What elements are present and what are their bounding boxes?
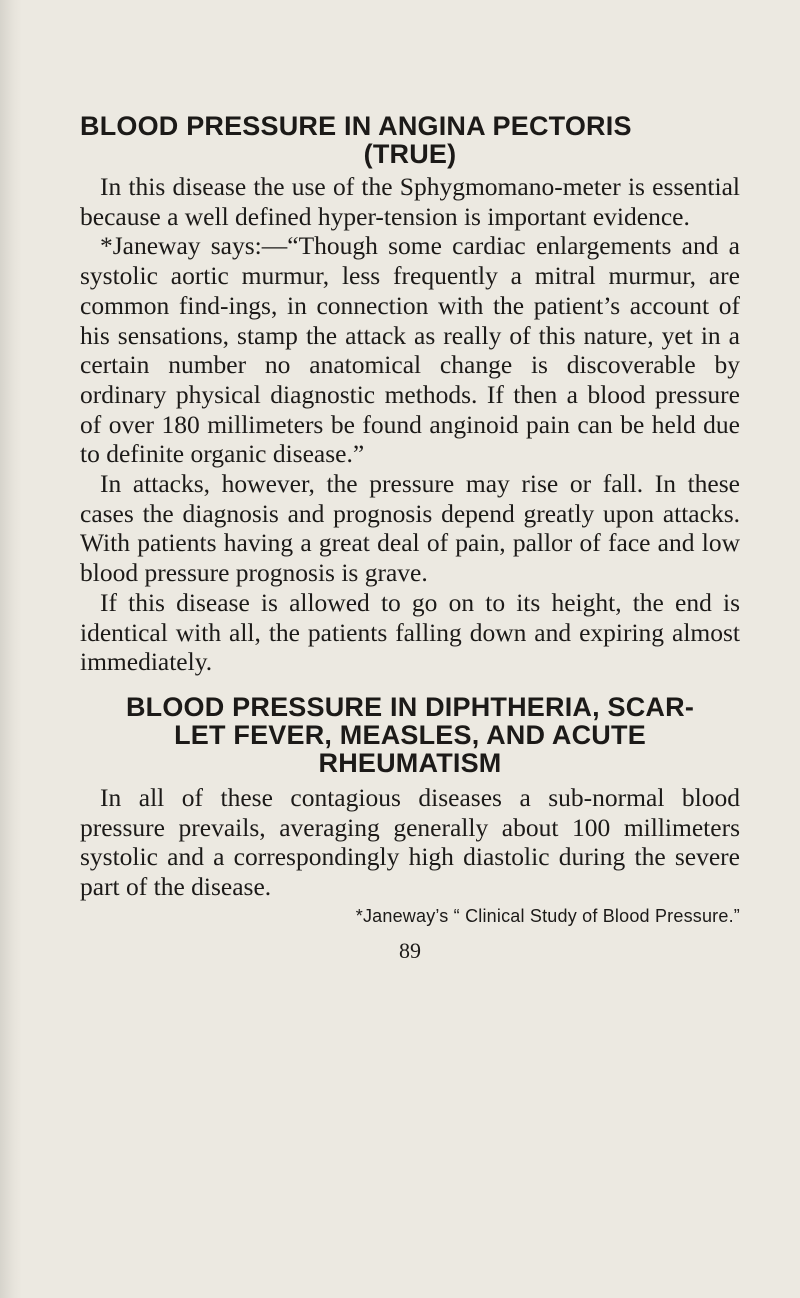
section-heading-contagious-line3: RHEUMATISM xyxy=(318,747,502,778)
book-page xyxy=(80,112,740,964)
paragraph-progression: If this disease is allowed to go on to its height, the end is identical with all, the patients falling down and expiring almost immediately. xyxy=(80,587,740,677)
section-heading-angina xyxy=(80,112,740,168)
paragraph-contagious-diseases: In all of these contagious diseases a sub-normal blood pressure prevails, averaging generally about 100 millimeters systolic and a correspondingly high diastolic during the severe part of the disease. xyxy=(80,782,740,902)
section-heading-contagious-line2: LET FEVER, MEASLES, AND ACUTE xyxy=(174,719,646,750)
page-number: 89 xyxy=(399,937,421,963)
paragraph-sphygmomanometer: In this disease the use of the Sphygmomano-meter is essential because a well defined hyper-tension is important evidence. xyxy=(80,172,740,231)
paragraph-janeway-quote: *Janeway says:—“Though some cardiac enlargements and a systolic aortic murmur, less frequently a mitral murmur, are common find-ings, in connection with the patient’s account of his sensations, stamp the attack as really of this nature, yet in a certain number no anatomical change is discoverable by ordinary physical diagnostic methods. If then a blood pressure of over 180 millimeters be found anginoid pain can be held due to definite organic disease.” xyxy=(80,231,740,469)
section-heading-angina-line1: BLOOD PRESSURE IN ANGINA PECTORIS xyxy=(80,111,632,141)
section-heading-angina-line2: (TRUE) xyxy=(363,139,457,169)
paragraph-attacks: In attacks, however, the pressure may rise or fall. In these cases the diagnosis and prognosis depend greatly upon attacks. With patients having a great deal of pain, pallor of face and low blood pressure prognosis is grave. xyxy=(80,469,740,588)
page-edge-shadow xyxy=(0,0,22,1298)
section-heading-contagious-line1: BLOOD PRESSURE IN DIPHTHERIA, SCAR- xyxy=(125,691,695,722)
footnote: *Janeway’s “ Clinical Study of Blood Pressure.” xyxy=(355,905,740,926)
section-heading-contagious xyxy=(80,693,740,777)
